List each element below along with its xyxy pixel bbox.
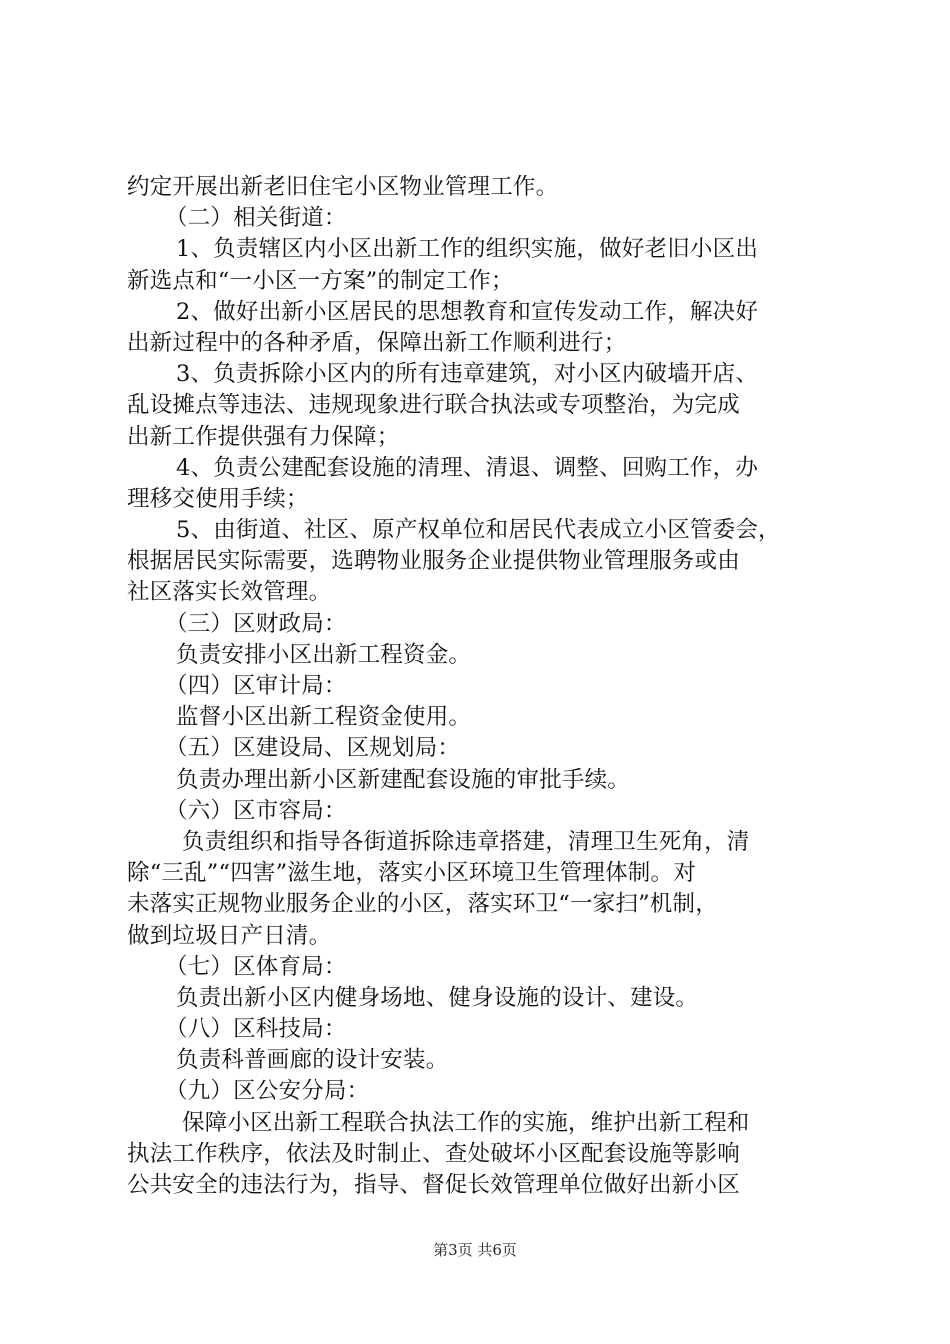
- text-line: 负责组织和指导各街道拆除违章搭建，清理卫生死角，清: [182, 828, 750, 855]
- text-line: 5、由街道、社区、原产权单位和居民代表成立小区管委会，: [176, 517, 781, 544]
- text-line: 公共安全的违法行为，指导、督促长效管理单位做好出新小区: [127, 1172, 740, 1198]
- text-line: 保障小区出新工程联合执法工作的实施，维护出新工程和: [182, 1109, 750, 1136]
- text-line: （九）区公安分局：: [165, 1078, 370, 1105]
- text-line: （七）区体育局：: [165, 953, 347, 980]
- text-line: 4、负责公建配套设施的清理、清退、调整、回购工作，办: [176, 454, 759, 481]
- page-footer: 第3页 共6页: [433, 1241, 517, 1259]
- text-line: 根据居民实际需要，选聘物业服务企业提供物业管理服务或由: [127, 548, 740, 575]
- text-line: 负责科普画廊的设计安装。: [176, 1047, 449, 1074]
- text-line: （五）区建设局、区规划局：: [165, 735, 461, 762]
- text-line: 负责出新小区内健身场地、健身设施的设计、建设。: [176, 984, 699, 1011]
- text-line: 做到垃圾日产日清。: [127, 922, 332, 949]
- text-line: 出新工作提供强有力保障；: [127, 423, 400, 450]
- text-line: 新选点和“一小区一方案”的制定工作；: [127, 267, 514, 294]
- text-line: 约定开展出新老旧住宅小区物业管理工作。: [127, 174, 559, 200]
- text-line: 负责办理出新小区新建配套设施的审批手续。: [176, 766, 631, 793]
- text-line: 3、负责拆除小区内的所有违章建筑，对小区内破墙开店、: [176, 361, 759, 388]
- text-line: 未落实正规物业服务企业的小区，落实环卫“一家扫”机制，: [127, 891, 718, 918]
- text-line: （四）区审计局：: [165, 673, 347, 699]
- text-line: 2、做好出新小区居民的思想教育和宣传发动工作，解决好: [176, 298, 759, 325]
- text-line: 出新过程中的各种矛盾，保障出新工作顺利进行；: [127, 329, 627, 356]
- text-line: 社区落实长效管理。: [127, 579, 332, 606]
- text-line: 1、负责辖区内小区出新工作的组织实施，做好老旧小区出: [176, 236, 759, 263]
- text-line: 乱设摊点等违法、违规现象进行联合执法或专项整治，为完成: [127, 392, 740, 419]
- text-line: 理移交使用手续；: [127, 485, 309, 512]
- document-body: [127, 172, 839, 1201]
- text-line: 除“三乱”“四害”滋生地，落实小区环境卫生管理体制。对: [127, 860, 696, 887]
- text-line: （三）区财政局：: [165, 610, 347, 637]
- text-line: 监督小区出新工程资金使用。: [176, 704, 472, 731]
- text-line: 负责安排小区出新工程资金。: [176, 641, 472, 668]
- text-line: （六）区市容局：: [165, 797, 347, 824]
- text-line: 执法工作秩序，依法及时制止、查处破坏小区配套设施等影响: [127, 1140, 740, 1167]
- text-line: （二）相关街道：: [165, 205, 347, 232]
- text-line: （八）区科技局：: [165, 1016, 347, 1043]
